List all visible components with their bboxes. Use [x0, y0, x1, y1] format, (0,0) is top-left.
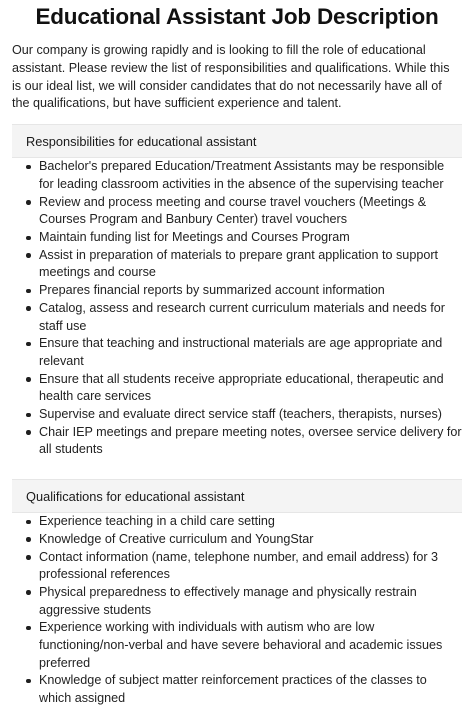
list-item-text: Contact information (name, telephone number, and email address) for 3 professional references [39, 549, 439, 582]
bullet-icon [26, 377, 31, 382]
list-item-text: Experience working with individuals with autism who are low functioning/non-verbal and have severe behavioral and academic issues preferred [39, 620, 443, 670]
bullet-icon [26, 236, 31, 241]
list-item [12, 335, 462, 370]
list-item [12, 672, 462, 707]
bullet-icon [26, 289, 31, 294]
qualifications-header [12, 479, 462, 513]
list-item [12, 531, 462, 549]
bullet-icon [26, 342, 31, 347]
bullet-icon [26, 165, 31, 170]
list-item-text: Physical preparedness to effectively manage and physically restrain aggressive students [39, 584, 417, 617]
page-title: Educational Assistant Job Description [35, 4, 439, 29]
list-item-text: Catalog, assess and research current curriculum materials and needs for staff use [39, 300, 445, 333]
list-item-text: Maintain funding list for Meetings and Courses Program [39, 230, 350, 244]
list-item [12, 282, 462, 300]
list-item-text: Bachelor's prepared Education/Treatment Assistants may be responsible for leading classroom activities in the absence of the supervising teacher [39, 159, 445, 191]
bullet-icon [26, 520, 31, 525]
qualifications-list [12, 513, 462, 708]
list-item [12, 194, 462, 229]
list-item [12, 158, 462, 193]
intro-paragraph: Our company is growing rapidly and is looking to fill the role of educational assistant. Please review the list of responsibilities and qualifications. While this is our ideal list, we will consider candidates that do not necessarily have all of the qualifications, but have sufficient experience and talent. [12, 43, 450, 111]
list-item-text: Knowledge of subject matter reinforcement practices of the classes to which assigned [39, 673, 427, 706]
list-item [12, 424, 462, 459]
list-item [12, 300, 462, 335]
bullet-icon [26, 413, 31, 418]
list-item-text: Review and process meeting and course travel vouchers (Meetings & Courses Program and Banbury Center) travel vouchers [39, 194, 427, 227]
list-item [12, 247, 462, 282]
bullet-icon [26, 537, 31, 542]
responsibilities-heading: Responsibilities for educational assistant [26, 133, 257, 149]
list-item [12, 584, 462, 619]
list-item-text: Chair IEP meetings and prepare meeting notes, oversee service delivery for all students [39, 424, 462, 457]
bullet-icon [26, 306, 31, 311]
list-item-text: Knowledge of Creative curriculum and YoungStar [39, 531, 314, 546]
list-item-text: Supervise and evaluate direct service staff (teachers, therapists, nurses) [39, 407, 442, 422]
list-item-text: Experience teaching in a child care setting [39, 514, 275, 529]
bullet-icon [26, 430, 31, 435]
bullet-icon [26, 555, 31, 560]
qualifications-heading: Qualifications for educational assistant [26, 488, 245, 504]
bullet-icon [26, 200, 31, 205]
list-item-text: Ensure that teaching and instructional materials are age appropriate and relevant [39, 336, 443, 368]
responsibilities-list [12, 158, 462, 459]
bullet-icon [26, 253, 31, 258]
bullet-icon [26, 626, 31, 631]
list-item-text: Assist in preparation of materials to prepare grant application to support meetings and course [39, 247, 439, 280]
responsibilities-header [12, 124, 462, 158]
list-item [12, 513, 462, 531]
list-item [12, 549, 462, 584]
list-item [12, 406, 462, 424]
list-item [12, 619, 462, 672]
list-item [12, 229, 462, 247]
list-item-text: Ensure that all students receive appropriate educational, therapeutic and health care services [39, 371, 444, 404]
list-item-text: Prepares financial reports by summarized account information [39, 283, 385, 298]
bullet-icon [26, 679, 31, 684]
list-item [12, 371, 462, 406]
bullet-icon [26, 590, 31, 595]
